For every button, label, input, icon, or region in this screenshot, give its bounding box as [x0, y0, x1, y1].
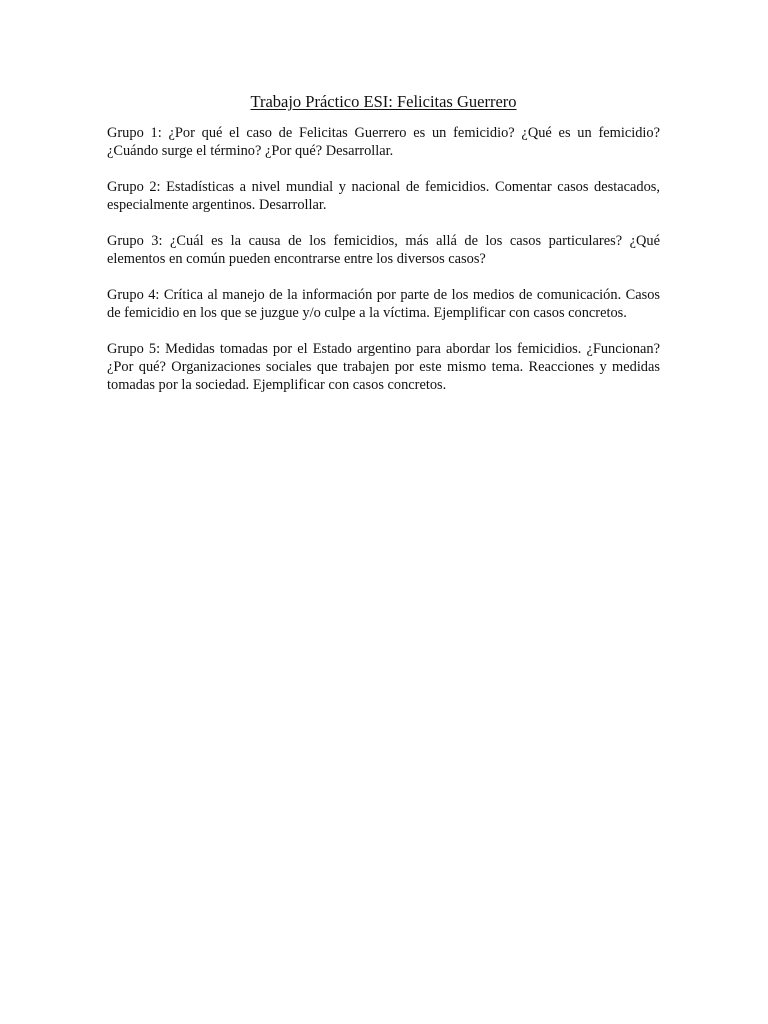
paragraph-grupo-5: Grupo 5: Medidas tomadas por el Estado argentino para abordar los femicidios. ¿Funcionan? ¿Por qué? Organizaciones sociales que trabajen por este mismo tema. Reacciones y medidas tomadas por la sociedad. Ejemplificar con casos concretos.: [107, 341, 660, 393]
paragraph-grupo-2: Grupo 2: Estadísticas a nivel mundial y nacional de femicidios. Comentar casos destacados, especialmente argentinos. Desarrollar.: [107, 179, 660, 213]
paragraph-grupo-3: Grupo 3: ¿Cuál es la causa de los femicidios, más allá de los casos particulares? ¿Qué elementos en común pueden encontrarse entre los diversos casos?: [107, 233, 660, 267]
document-title: Trabajo Práctico ESI: Felicitas Guerrero: [250, 92, 517, 111]
paragraph-grupo-1: Grupo 1: ¿Por qué el caso de Felicitas Guerrero es un femicidio? ¿Qué es un femicidio? ¿Cuándo surge el término? ¿Por qué? Desarrollar.: [107, 125, 660, 159]
paragraph-grupo-4: Grupo 4: Crítica al manejo de la información por parte de los medios de comunicación. Casos de femicidio en los que se juzgue y/o culpe a la víctima. Ejemplificar con casos concretos.: [107, 287, 660, 321]
document-page: [107, 92, 660, 412]
